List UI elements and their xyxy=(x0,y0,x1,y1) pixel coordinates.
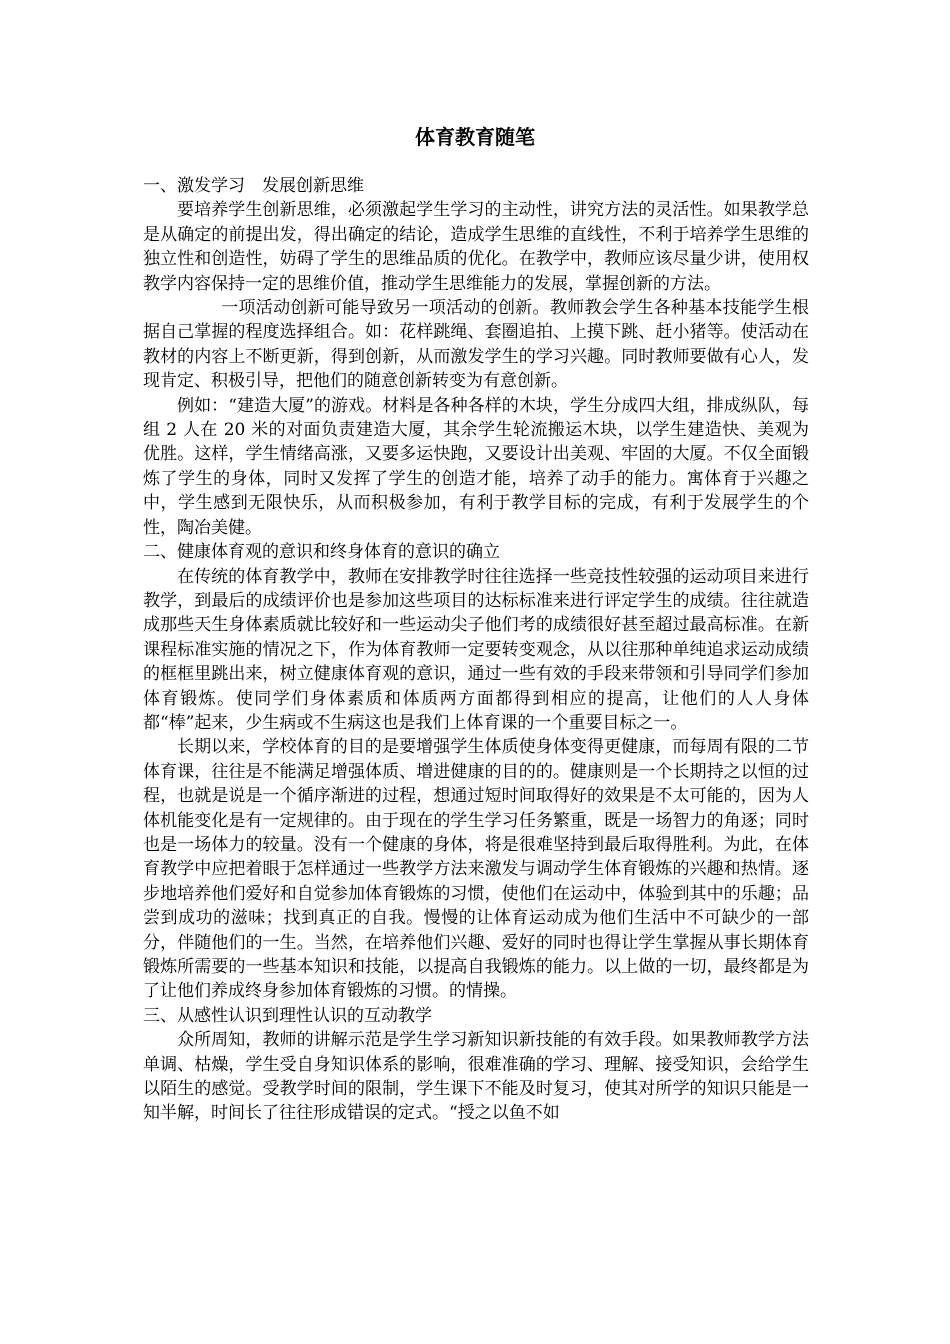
paragraph: 一项活动创新可能导致另一项活动的创新。教师教会学生各种基本技能学生根据自己掌握的程度选择组合。如：花样跳绳、套圈追拍、上摸下跳、赶小猪等。使活动在教材的内容上不断更新，得到创新，从而激发学生的学习兴趣。同时教师要做有心人，发现肯定、积极引导，把他们的随意创新转变为有意创新。 xyxy=(143,298,809,392)
document-title: 体育教育随笔 xyxy=(415,125,535,149)
paragraph: 众所周知，教师的讲解示范是学生学习新知识新技能的有效手段。如果教师教学方法单调、枯燥，学生受自身知识体系的影响，很难准确的学习、理解、接受知识，会给学生以陌生的感觉。受教学时间的限制，学生课下不能及时复习，使其对所学的知识只能是一知半解，时间长了往往形成错误的定式。“授之以鱼不如 xyxy=(143,1030,809,1124)
section-3 xyxy=(143,1004,809,1126)
paragraph: 在传统的体育教学中，教师在安排教学时往往选择一些竞技性较强的运动项目来进行教学，到最后的成绩评价也是参加这些项目的达标标准来进行评定学生的成绩。往往就造成那些天生身体素质就比较好和一些运动尖子他们考的成绩很好甚至超过最高标准。在新课程标准实施的情况之下，作为体育教师一定要转变观念，从以往那种单纯追求运动成绩的框框里跳出来，树立健康体育观的意识，通过一些有效的手段来带领和引导同学们参加体育锻炼。使同学们身体素质和体质两方面都得到相应的提高，让他们的人人身体都“棒”起来，少生病或不生病这也是我们上体育课的一个重要目标之一。 xyxy=(143,566,809,733)
paragraph: 长期以来，学校体育的目的是要增强学生体质使身体变得更健康，而每周有限的二节体育课，往往是不能满足增强体质、增进健康的目的的。健康则是一个长期持之以恒的过程，也就是说是一个循序渐进的过程，想通过短时间取得好的效果是不太可能的，因为人体机能变化是有一定规律的。由于现在的学生学习任务繁重，既是一场智力的角逐；同时也是一场体力的较量。没有一个健康的身体，将是很难坚持到最后取得胜利。为此，在体育教学中应把着眼于怎样通过一些教学方法来激发与调动学生体育锻炼的兴趣和热情。逐步地培养他们爱好和自觉参加体育锻炼的习惯，使他们在运动中，体验到其中的乐趣；品尝到成功的滋味；找到真正的自我。慢慢的让体育运动成为他们生活中不可缺少的一部分，伴随他们的一生。当然，在培养他们兴趣、爱好的同时也得让学生掌握从事长期体育锻炼所需要的一些基本知识和技能，以提高自我锻炼的能力。以上做的一切，最终都是为了让他们养成终身参加体育锻炼的习惯。的情操。 xyxy=(143,737,809,1002)
section-heading: 一、激发学习 发展创新思维 xyxy=(143,176,364,196)
paragraph: 例如：“建造大厦”的游戏。材料是各种各样的木块，学生分成四大组，排成纵队，每组 2 人在 20 米的对面负责建造大厦，其余学生轮流搬运木块，以学生建造快、美观为优胜。这样，学生情绪高涨，又要多运快跑，又要设计出美观、牢固的大厦。不仅全面锻炼了学生的身体，同时又发挥了学生的创造才能，培养了动手的能力。寓体育于兴趣之中，学生感到无限快乐，从而积极参加，有利于教学目标的完成，有利于发展学生的个性，陶冶美健。 xyxy=(143,395,809,538)
section-heading: 三、从感性认识到理性认识的互动教学 xyxy=(143,1005,432,1026)
section-2 xyxy=(143,540,809,1004)
document-body xyxy=(143,174,809,1126)
section-1 xyxy=(143,174,809,540)
section-heading: 二、健康体育观的意识和终身体育的意识的确立 xyxy=(143,542,500,563)
paragraph: 要培养学生创新思维，必须激起学生学习的主动性，讲究方法的灵活性。如果教学总是从确定的前提出发，得出确定的结论，造成学生思维的直线性，不利于培养学生思维的独立性和创造性，妨碍了学生的思维品质的优化。在教学中，教师应该尽量少讲，使用权教学内容保持一定的思维价值，推动学生思维能力的发展，掌握创新的方法。 xyxy=(143,200,809,294)
